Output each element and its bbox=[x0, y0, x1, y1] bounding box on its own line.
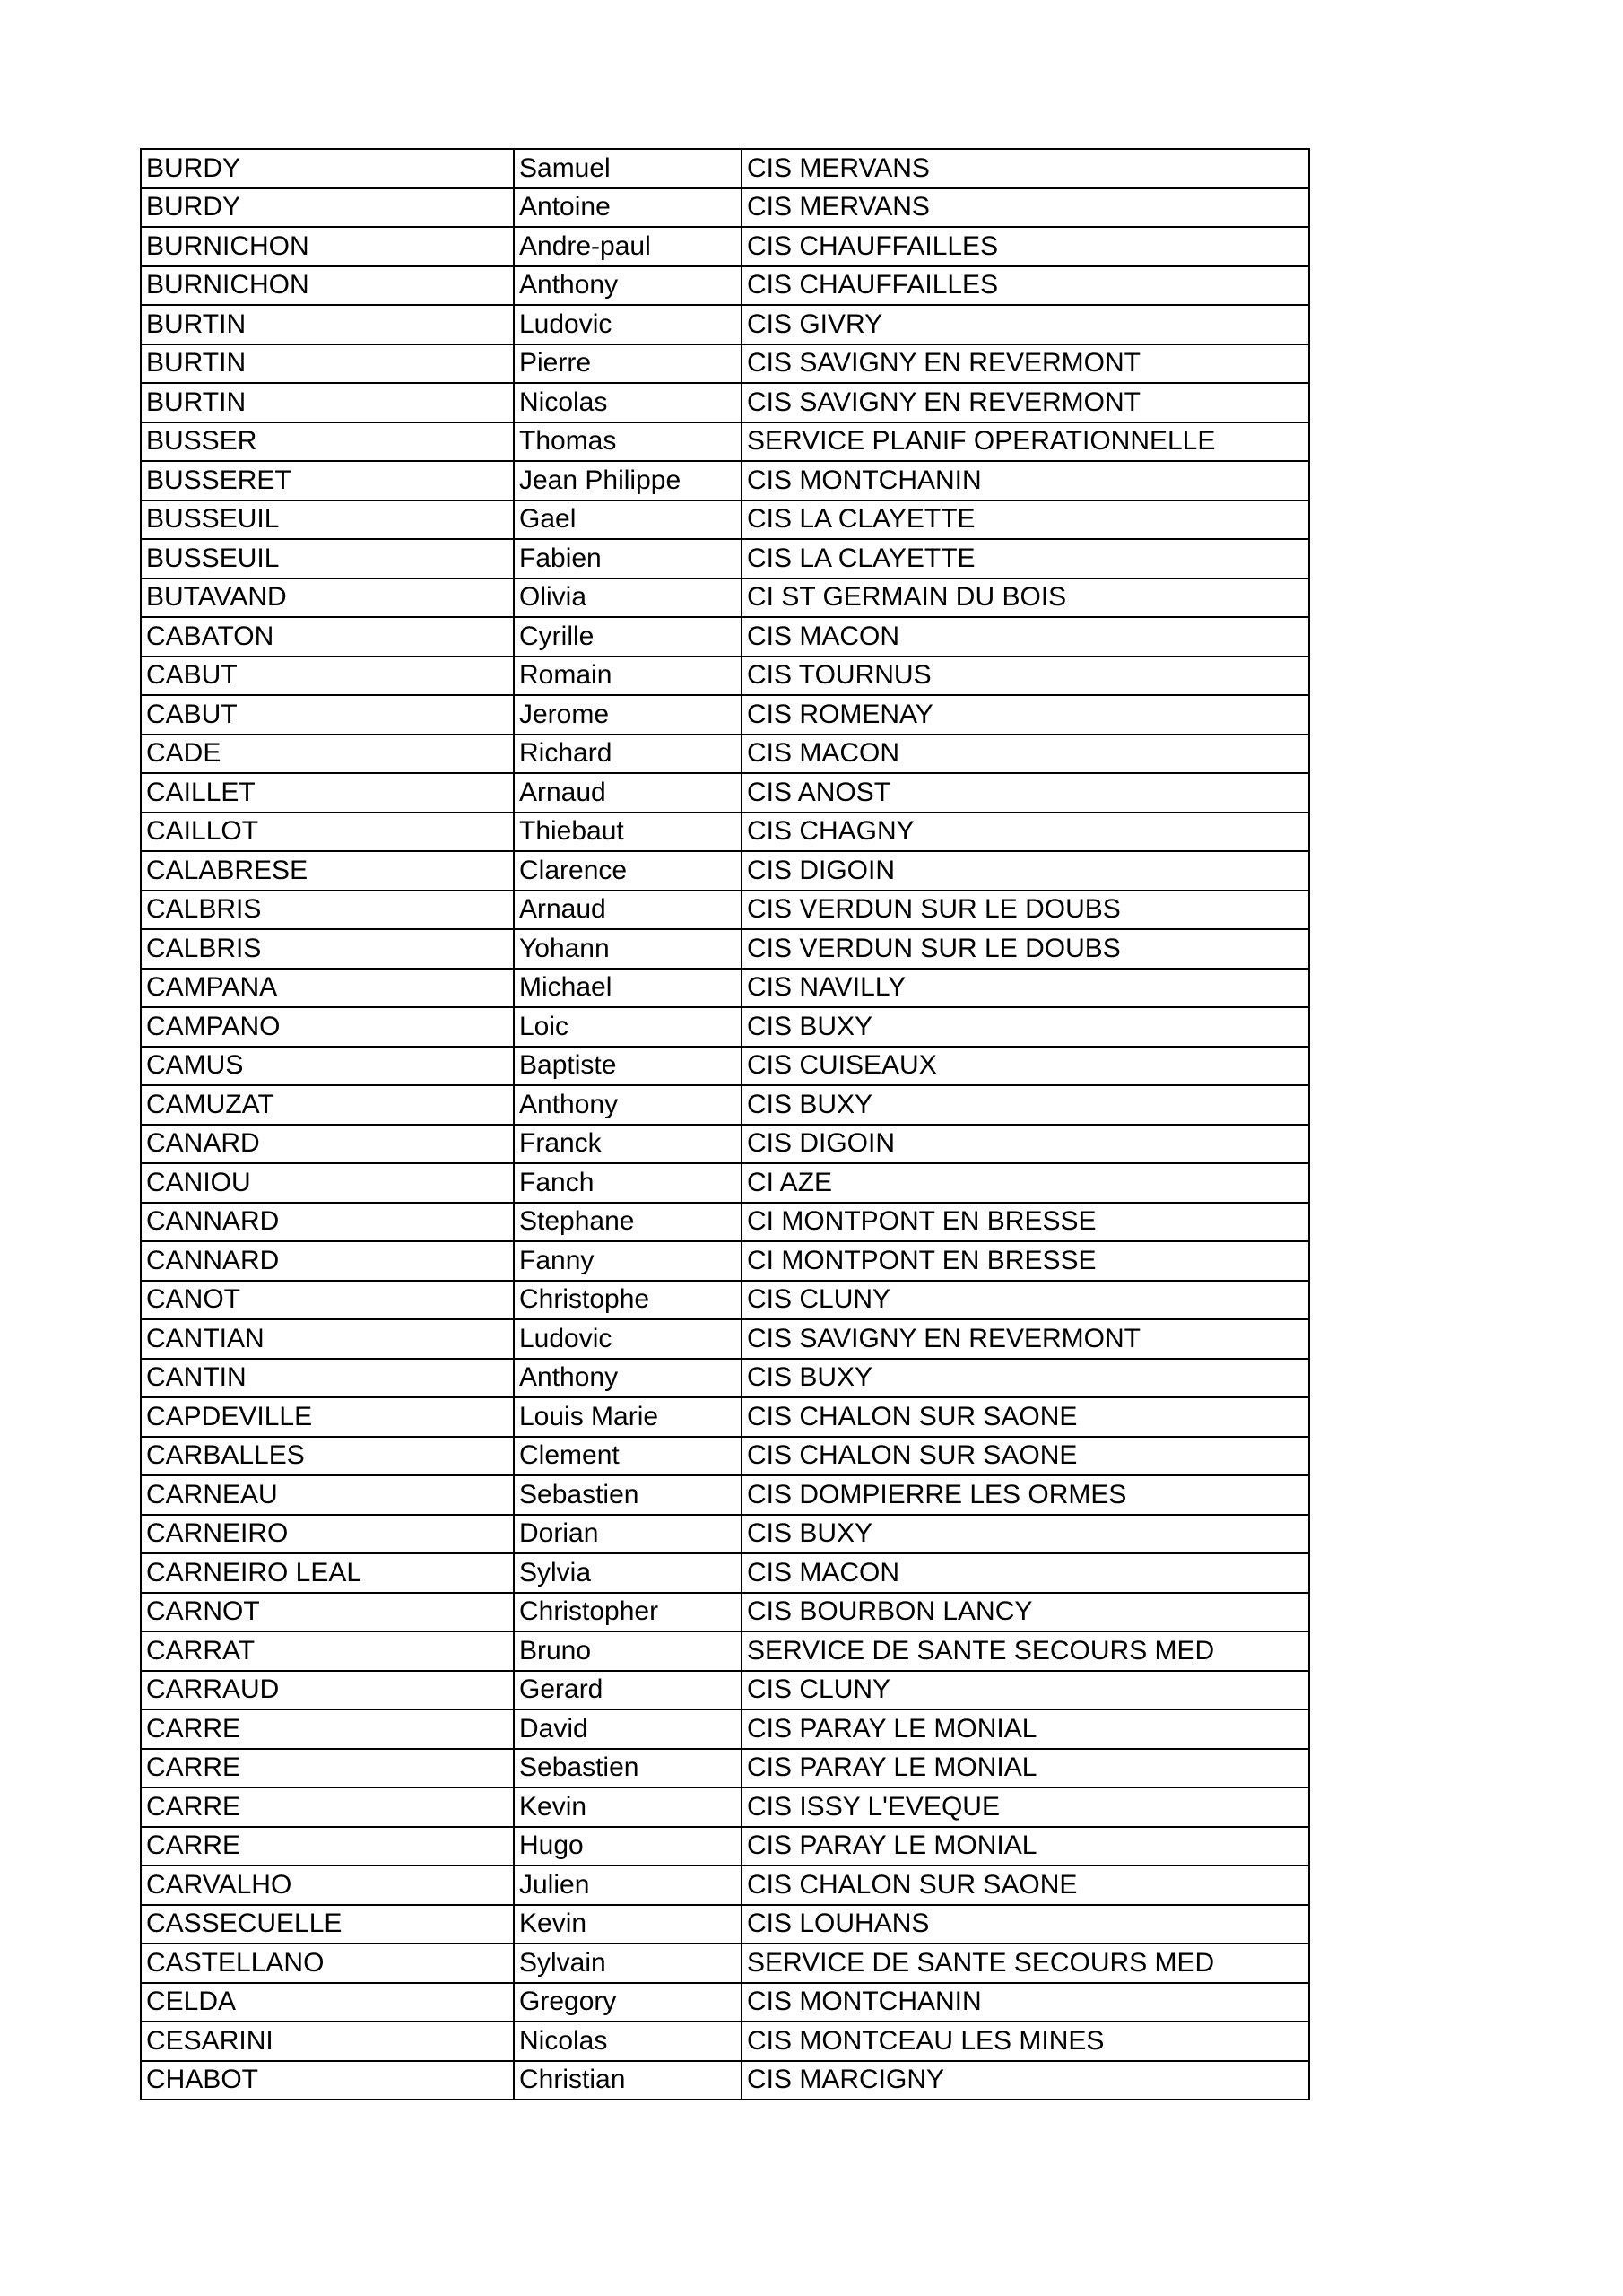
last-name-cell: CAILLET bbox=[141, 773, 514, 813]
last-name-cell: BURTIN bbox=[141, 305, 514, 344]
last-name-cell: BUSSEUIL bbox=[141, 500, 514, 540]
table-row bbox=[141, 617, 1309, 657]
unit-cell: CIS MARCIGNY bbox=[742, 2061, 1309, 2100]
table-row bbox=[141, 891, 1309, 930]
unit-cell: CIS LA CLAYETTE bbox=[742, 539, 1309, 578]
unit-cell: CIS CUISEAUX bbox=[742, 1047, 1309, 1086]
table-row bbox=[141, 1671, 1309, 1710]
table-row bbox=[141, 695, 1309, 735]
table-row bbox=[141, 344, 1309, 384]
last-name-cell: CESARINI bbox=[141, 2022, 514, 2061]
unit-cell: CIS BUXY bbox=[742, 1007, 1309, 1047]
unit-cell: CIS ANOST bbox=[742, 773, 1309, 813]
personnel-table bbox=[140, 148, 1310, 2100]
last-name-cell: CAMPANO bbox=[141, 1007, 514, 1047]
first-name-cell: Fabien bbox=[514, 539, 742, 578]
last-name-cell: BUSSERET bbox=[141, 461, 514, 500]
first-name-cell: Kevin bbox=[514, 1905, 742, 1944]
unit-cell: CIS MERVANS bbox=[742, 188, 1309, 228]
table-row bbox=[141, 735, 1309, 774]
last-name-cell: CANNARD bbox=[141, 1241, 514, 1281]
first-name-cell: Ludovic bbox=[514, 305, 742, 344]
table-row bbox=[141, 1787, 1309, 1827]
last-name-cell: CASSECUELLE bbox=[141, 1905, 514, 1944]
table-row bbox=[141, 851, 1309, 891]
table-row bbox=[141, 1281, 1309, 1320]
table-row bbox=[141, 1163, 1309, 1203]
first-name-cell: Antoine bbox=[514, 188, 742, 228]
last-name-cell: CELDA bbox=[141, 1983, 514, 2022]
last-name-cell: BURTIN bbox=[141, 383, 514, 422]
unit-cell: CI MONTPONT EN BRESSE bbox=[742, 1203, 1309, 1242]
unit-cell: CIS BUXY bbox=[742, 1085, 1309, 1125]
first-name-cell: Pierre bbox=[514, 344, 742, 384]
first-name-cell: Richard bbox=[514, 735, 742, 774]
unit-cell: CIS CHALON SUR SAONE bbox=[742, 1866, 1309, 1905]
last-name-cell: CAMUS bbox=[141, 1047, 514, 1086]
table-row bbox=[141, 1047, 1309, 1086]
last-name-cell: CARRAUD bbox=[141, 1671, 514, 1710]
first-name-cell: Jean Philippe bbox=[514, 461, 742, 500]
unit-cell: CIS MERVANS bbox=[742, 149, 1309, 188]
first-name-cell: Arnaud bbox=[514, 891, 742, 930]
table-row bbox=[141, 1631, 1309, 1671]
table-row bbox=[141, 1983, 1309, 2022]
table-row bbox=[141, 422, 1309, 462]
first-name-cell: David bbox=[514, 1709, 742, 1749]
table-row bbox=[141, 813, 1309, 852]
unit-cell: SERVICE PLANIF OPERATIONNELLE bbox=[742, 422, 1309, 462]
first-name-cell: Olivia bbox=[514, 578, 742, 618]
first-name-cell: Fanny bbox=[514, 1241, 742, 1281]
first-name-cell: Andre-paul bbox=[514, 227, 742, 266]
last-name-cell: CANNARD bbox=[141, 1203, 514, 1242]
first-name-cell: Bruno bbox=[514, 1631, 742, 1671]
last-name-cell: CANARD bbox=[141, 1125, 514, 1164]
unit-cell: CIS CLUNY bbox=[742, 1671, 1309, 1710]
first-name-cell: Gregory bbox=[514, 1983, 742, 2022]
first-name-cell: Nicolas bbox=[514, 383, 742, 422]
first-name-cell: Christopher bbox=[514, 1593, 742, 1632]
unit-cell: CIS DIGOIN bbox=[742, 851, 1309, 891]
unit-cell: CIS VERDUN SUR LE DOUBS bbox=[742, 929, 1309, 969]
table-row bbox=[141, 1007, 1309, 1047]
unit-cell: CIS BOURBON LANCY bbox=[742, 1593, 1309, 1632]
table-row bbox=[141, 383, 1309, 422]
last-name-cell: BURNICHON bbox=[141, 227, 514, 266]
table-row bbox=[141, 929, 1309, 969]
table-row bbox=[141, 578, 1309, 618]
first-name-cell: Sylvain bbox=[514, 1944, 742, 1983]
unit-cell: CIS LA CLAYETTE bbox=[742, 500, 1309, 540]
first-name-cell: Gael bbox=[514, 500, 742, 540]
last-name-cell: CARRE bbox=[141, 1827, 514, 1866]
unit-cell: CI MONTPONT EN BRESSE bbox=[742, 1241, 1309, 1281]
last-name-cell: CAPDEVILLE bbox=[141, 1397, 514, 1437]
unit-cell: CIS SAVIGNY EN REVERMONT bbox=[742, 1319, 1309, 1359]
table-row bbox=[141, 1709, 1309, 1749]
first-name-cell: Sebastien bbox=[514, 1475, 742, 1515]
unit-cell: CIS MONTCHANIN bbox=[742, 1983, 1309, 2022]
last-name-cell: BURDY bbox=[141, 149, 514, 188]
first-name-cell: Anthony bbox=[514, 266, 742, 306]
unit-cell: CIS MONTCHANIN bbox=[742, 461, 1309, 500]
table-row bbox=[141, 1866, 1309, 1905]
table-row bbox=[141, 1827, 1309, 1866]
first-name-cell: Thomas bbox=[514, 422, 742, 462]
last-name-cell: CARRAT bbox=[141, 1631, 514, 1671]
table-row bbox=[141, 266, 1309, 306]
last-name-cell: CARNEIRO LEAL bbox=[141, 1553, 514, 1593]
unit-cell: CIS DIGOIN bbox=[742, 1125, 1309, 1164]
table-row bbox=[141, 1437, 1309, 1476]
table-row bbox=[141, 227, 1309, 266]
first-name-cell: Jerome bbox=[514, 695, 742, 735]
table-row bbox=[141, 461, 1309, 500]
table-row bbox=[141, 1749, 1309, 1788]
first-name-cell: Nicolas bbox=[514, 2022, 742, 2061]
unit-cell: CIS CHALON SUR SAONE bbox=[742, 1437, 1309, 1476]
table-row bbox=[141, 1359, 1309, 1398]
first-name-cell: Arnaud bbox=[514, 773, 742, 813]
last-name-cell: CANTIAN bbox=[141, 1319, 514, 1359]
table-row bbox=[141, 1593, 1309, 1632]
first-name-cell: Clarence bbox=[514, 851, 742, 891]
first-name-cell: Sebastien bbox=[514, 1749, 742, 1788]
unit-cell: CIS CHAUFFAILLES bbox=[742, 227, 1309, 266]
table-row bbox=[141, 1085, 1309, 1125]
unit-cell: CIS PARAY LE MONIAL bbox=[742, 1709, 1309, 1749]
first-name-cell: Stephane bbox=[514, 1203, 742, 1242]
table-row bbox=[141, 1475, 1309, 1515]
table-row bbox=[141, 2022, 1309, 2061]
unit-cell: CIS CHAUFFAILLES bbox=[742, 266, 1309, 306]
unit-cell: CIS PARAY LE MONIAL bbox=[742, 1827, 1309, 1866]
table-row bbox=[141, 1241, 1309, 1281]
first-name-cell: Sylvia bbox=[514, 1553, 742, 1593]
last-name-cell: CAMUZAT bbox=[141, 1085, 514, 1125]
table-row bbox=[141, 1397, 1309, 1437]
unit-cell: CIS VERDUN SUR LE DOUBS bbox=[742, 891, 1309, 930]
first-name-cell: Fanch bbox=[514, 1163, 742, 1203]
last-name-cell: CHABOT bbox=[141, 2061, 514, 2100]
unit-cell: CIS MACON bbox=[742, 617, 1309, 657]
first-name-cell: Louis Marie bbox=[514, 1397, 742, 1437]
last-name-cell: CAMPANA bbox=[141, 969, 514, 1008]
unit-cell: CIS CHALON SUR SAONE bbox=[742, 1397, 1309, 1437]
unit-cell: CIS LOUHANS bbox=[742, 1905, 1309, 1944]
unit-cell: SERVICE DE SANTE SECOURS MED bbox=[742, 1631, 1309, 1671]
last-name-cell: BURTIN bbox=[141, 344, 514, 384]
table-row bbox=[141, 1553, 1309, 1593]
table-row bbox=[141, 188, 1309, 228]
unit-cell: CIS ROMENAY bbox=[742, 695, 1309, 735]
table-row bbox=[141, 1203, 1309, 1242]
unit-cell: CIS CHAGNY bbox=[742, 813, 1309, 852]
unit-cell: CIS TOURNUS bbox=[742, 657, 1309, 696]
unit-cell: CIS DOMPIERRE LES ORMES bbox=[742, 1475, 1309, 1515]
table-row bbox=[141, 1905, 1309, 1944]
first-name-cell: Ludovic bbox=[514, 1319, 742, 1359]
unit-cell: CI AZE bbox=[742, 1163, 1309, 1203]
first-name-cell: Romain bbox=[514, 657, 742, 696]
unit-cell: CIS GIVRY bbox=[742, 305, 1309, 344]
unit-cell: CI ST GERMAIN DU BOIS bbox=[742, 578, 1309, 618]
unit-cell: CIS MACON bbox=[742, 1553, 1309, 1593]
last-name-cell: BURNICHON bbox=[141, 266, 514, 306]
unit-cell: CIS MACON bbox=[742, 735, 1309, 774]
table-row bbox=[141, 657, 1309, 696]
first-name-cell: Kevin bbox=[514, 1787, 742, 1827]
unit-cell: CIS NAVILLY bbox=[742, 969, 1309, 1008]
first-name-cell: Christian bbox=[514, 2061, 742, 2100]
last-name-cell: CARNEAU bbox=[141, 1475, 514, 1515]
unit-cell: CIS ISSY L'EVEQUE bbox=[742, 1787, 1309, 1827]
first-name-cell: Gerard bbox=[514, 1671, 742, 1710]
first-name-cell: Baptiste bbox=[514, 1047, 742, 1086]
last-name-cell: CARRE bbox=[141, 1787, 514, 1827]
last-name-cell: CARVALHO bbox=[141, 1866, 514, 1905]
first-name-cell: Franck bbox=[514, 1125, 742, 1164]
table-row bbox=[141, 1515, 1309, 1554]
first-name-cell: Michael bbox=[514, 969, 742, 1008]
last-name-cell: CARBALLES bbox=[141, 1437, 514, 1476]
first-name-cell: Cyrille bbox=[514, 617, 742, 657]
unit-cell: CIS BUXY bbox=[742, 1359, 1309, 1398]
first-name-cell: Thiebaut bbox=[514, 813, 742, 852]
unit-cell: CIS PARAY LE MONIAL bbox=[742, 1749, 1309, 1788]
last-name-cell: CARNOT bbox=[141, 1593, 514, 1632]
last-name-cell: CABUT bbox=[141, 657, 514, 696]
first-name-cell: Clement bbox=[514, 1437, 742, 1476]
first-name-cell: Samuel bbox=[514, 149, 742, 188]
unit-cell: SERVICE DE SANTE SECOURS MED bbox=[742, 1944, 1309, 1983]
last-name-cell: CANIOU bbox=[141, 1163, 514, 1203]
last-name-cell: CARRE bbox=[141, 1709, 514, 1749]
first-name-cell: Christophe bbox=[514, 1281, 742, 1320]
last-name-cell: CALBRIS bbox=[141, 929, 514, 969]
first-name-cell: Hugo bbox=[514, 1827, 742, 1866]
last-name-cell: CAILLOT bbox=[141, 813, 514, 852]
unit-cell: CIS MONTCEAU LES MINES bbox=[742, 2022, 1309, 2061]
last-name-cell: BURDY bbox=[141, 188, 514, 228]
unit-cell: CIS SAVIGNY EN REVERMONT bbox=[742, 383, 1309, 422]
last-name-cell: CABATON bbox=[141, 617, 514, 657]
unit-cell: CIS BUXY bbox=[742, 1515, 1309, 1554]
table-row bbox=[141, 1125, 1309, 1164]
table-row bbox=[141, 305, 1309, 344]
unit-cell: CIS CLUNY bbox=[742, 1281, 1309, 1320]
last-name-cell: CALABRESE bbox=[141, 851, 514, 891]
table-row bbox=[141, 1944, 1309, 1983]
first-name-cell: Julien bbox=[514, 1866, 742, 1905]
first-name-cell: Yohann bbox=[514, 929, 742, 969]
first-name-cell: Dorian bbox=[514, 1515, 742, 1554]
table-row bbox=[141, 500, 1309, 540]
personnel-table-body bbox=[141, 149, 1309, 2100]
table-row bbox=[141, 149, 1309, 188]
last-name-cell: BUSSEUIL bbox=[141, 539, 514, 578]
table-row bbox=[141, 539, 1309, 578]
last-name-cell: BUSSER bbox=[141, 422, 514, 462]
table-row bbox=[141, 1319, 1309, 1359]
last-name-cell: CARNEIRO bbox=[141, 1515, 514, 1554]
first-name-cell: Anthony bbox=[514, 1085, 742, 1125]
last-name-cell: CANOT bbox=[141, 1281, 514, 1320]
last-name-cell: CARRE bbox=[141, 1749, 514, 1788]
last-name-cell: BUTAVAND bbox=[141, 578, 514, 618]
first-name-cell: Loic bbox=[514, 1007, 742, 1047]
first-name-cell: Anthony bbox=[514, 1359, 742, 1398]
last-name-cell: CANTIN bbox=[141, 1359, 514, 1398]
last-name-cell: CADE bbox=[141, 735, 514, 774]
table-row bbox=[141, 2061, 1309, 2100]
last-name-cell: CABUT bbox=[141, 695, 514, 735]
last-name-cell: CALBRIS bbox=[141, 891, 514, 930]
table-row bbox=[141, 773, 1309, 813]
last-name-cell: CASTELLANO bbox=[141, 1944, 514, 1983]
unit-cell: CIS SAVIGNY EN REVERMONT bbox=[742, 344, 1309, 384]
table-row bbox=[141, 969, 1309, 1008]
